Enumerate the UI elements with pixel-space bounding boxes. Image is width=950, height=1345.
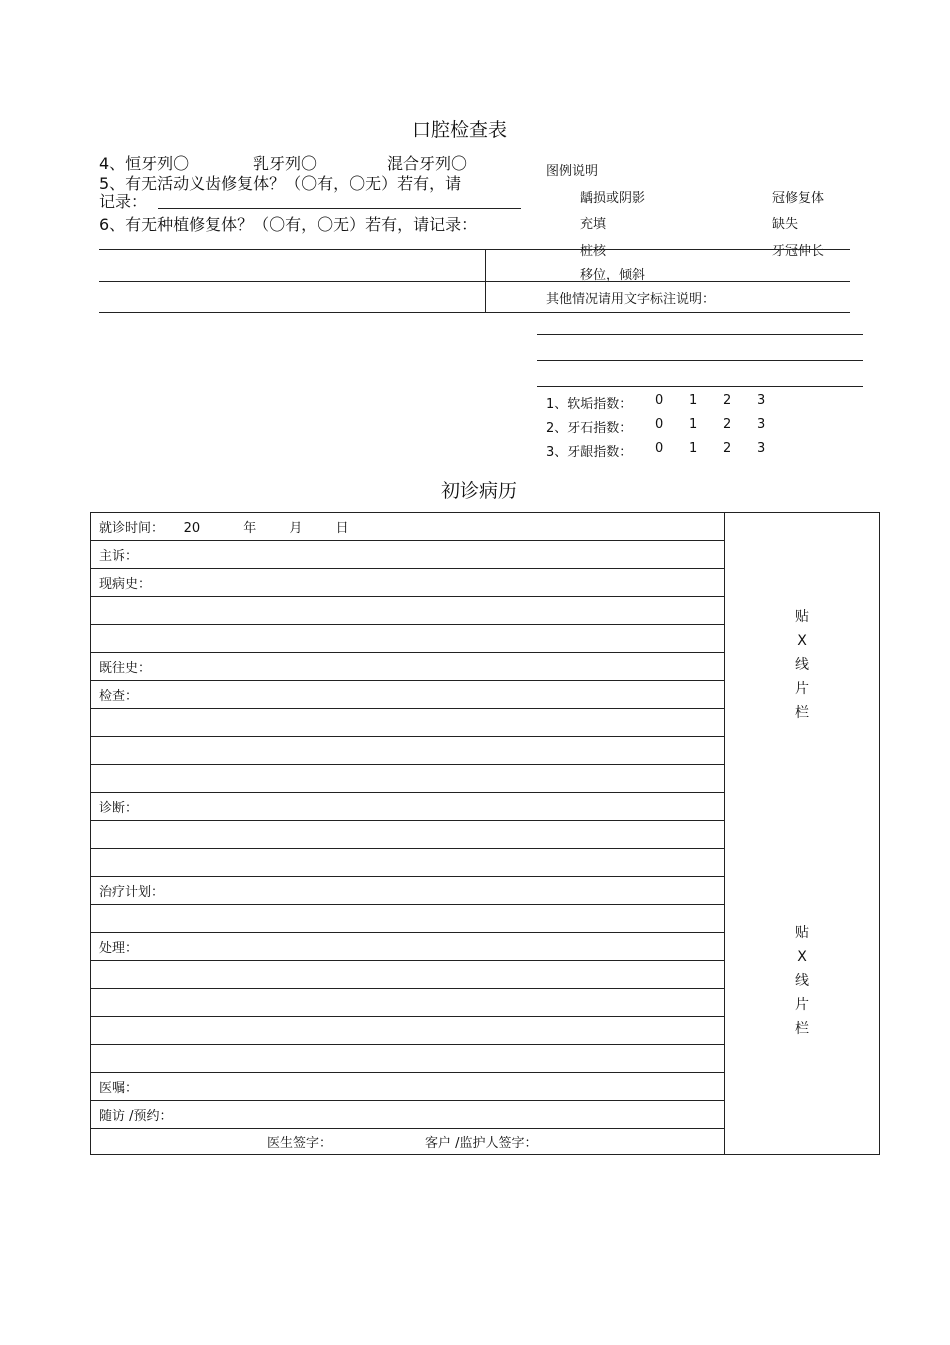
index-gingival-3[interactable]: 3	[757, 441, 766, 456]
record-row-diagnosis[interactable]: 诊断：	[91, 793, 725, 821]
index-calculus-1[interactable]: 1	[689, 417, 698, 432]
q5-record-line[interactable]	[158, 208, 521, 209]
visit-month-unit: 月	[289, 521, 303, 536]
index-calculus-2[interactable]: 2	[723, 417, 732, 432]
index-plaque-label: 1、软垢指数：	[546, 397, 633, 412]
xray-label-char: 线	[795, 973, 809, 989]
legend-extruded: 牙冠伸长	[772, 244, 825, 259]
xray-label-char: 片	[795, 681, 809, 697]
xray-label-char: 线	[795, 657, 809, 673]
q4-primary-option[interactable]: 乳牙列〇	[253, 154, 318, 173]
index-gingival-2[interactable]: 2	[723, 441, 732, 456]
record-row-blank[interactable]	[91, 849, 725, 877]
other-note-line-2[interactable]	[537, 360, 863, 361]
xray-label-char: 贴	[795, 925, 809, 941]
xray-label-char: 片	[795, 997, 809, 1013]
record-row-examination[interactable]: 检查：	[91, 681, 725, 709]
xray-label-char: 贴	[795, 609, 809, 625]
q5-record-label: 记录：	[99, 192, 148, 211]
index-plaque-0[interactable]: 0	[655, 393, 664, 408]
q5-question: 5、有无活动义齿修复体？（〇有，〇无）若有，请	[99, 174, 462, 193]
index-calculus-label: 2、牙石指数：	[546, 421, 633, 436]
record-row-blank[interactable]	[91, 1017, 725, 1045]
xray-column[interactable]	[725, 513, 880, 1155]
record-row-blank[interactable]	[91, 989, 725, 1017]
q6-question: 6、有无种植修复体？（〇有，〇无）若有，请记录：	[99, 215, 478, 234]
legend-filling: 充填	[580, 217, 607, 232]
legend-other-note: 其他情况请用文字标注说明：	[546, 292, 716, 307]
other-note-line-1[interactable]	[537, 334, 863, 335]
record-row-past-history[interactable]: 既往史：	[91, 653, 725, 681]
record-row-blank[interactable]	[91, 961, 725, 989]
index-gingival-0[interactable]: 0	[655, 441, 664, 456]
q4-mixed-option[interactable]: 混合牙列〇	[387, 154, 468, 173]
record-row-blank[interactable]	[91, 597, 725, 625]
signature-row[interactable]	[91, 1129, 725, 1155]
legend-missing: 缺失	[772, 217, 799, 232]
index-plaque-3[interactable]: 3	[757, 393, 766, 408]
q4-permanent-option[interactable]: 4、恒牙列〇	[99, 154, 190, 173]
xray-label-char: 栏	[795, 705, 809, 721]
record-title: 初诊病历	[441, 480, 518, 502]
record-row-blank[interactable]	[91, 709, 725, 737]
record-row-blank[interactable]	[91, 765, 725, 793]
record-row-blank[interactable]	[91, 905, 725, 933]
record-row-treatment[interactable]: 处理：	[91, 933, 725, 961]
record-row-medical-advice[interactable]: 医嘱：	[91, 1073, 725, 1101]
index-calculus-3[interactable]: 3	[757, 417, 766, 432]
record-row-chief-complaint[interactable]: 主诉：	[91, 541, 725, 569]
record-row-blank[interactable]	[91, 625, 725, 653]
xray-slot-1[interactable]	[725, 605, 879, 725]
record-table	[90, 512, 880, 1155]
xray-label-char: X	[797, 949, 807, 965]
legend-crown: 冠修复体	[772, 191, 825, 206]
legend-shifted: 移位，倾斜	[580, 268, 646, 283]
record-row-follow-up[interactable]: 随访 /预约：	[91, 1101, 725, 1129]
record-row-blank[interactable]	[91, 821, 725, 849]
record-row-blank[interactable]	[91, 737, 725, 765]
xray-label-char: X	[797, 633, 807, 649]
xray-label-char: 栏	[795, 1021, 809, 1037]
implant-record-line-3[interactable]	[99, 312, 850, 313]
record-row-treatment-plan[interactable]: 治疗计划：	[91, 877, 725, 905]
visit-year-prefix: 20	[183, 521, 201, 536]
client-signature-label: 客户 /监护人签字：	[425, 1136, 538, 1151]
index-plaque-2[interactable]: 2	[723, 393, 732, 408]
index-gingival-label: 3、牙龈指数：	[546, 445, 633, 460]
visit-day-unit: 日	[335, 521, 349, 536]
xray-slot-2[interactable]	[725, 921, 879, 1041]
legend-title: 图例说明	[546, 164, 599, 179]
legend-caries: 龋损或阴影	[580, 191, 646, 206]
exam-title: 口腔检查表	[412, 119, 508, 141]
visit-date-cell[interactable]	[91, 513, 725, 541]
index-gingival-1[interactable]: 1	[689, 441, 698, 456]
record-row-blank[interactable]	[91, 1045, 725, 1073]
index-plaque-1[interactable]: 1	[689, 393, 698, 408]
legend-post-core: 桩核	[580, 244, 607, 259]
other-note-line-3[interactable]	[537, 386, 863, 387]
record-row-present-illness[interactable]: 现病史：	[91, 569, 725, 597]
visit-date-label: 就诊时间：	[99, 521, 165, 536]
implant-record-line-1[interactable]	[99, 249, 850, 250]
visit-year-unit: 年	[243, 521, 257, 536]
index-calculus-0[interactable]: 0	[655, 417, 664, 432]
doctor-signature-label: 医生签字：	[267, 1136, 333, 1151]
implant-record-divider	[485, 249, 486, 312]
implant-record-line-2[interactable]	[99, 281, 850, 282]
